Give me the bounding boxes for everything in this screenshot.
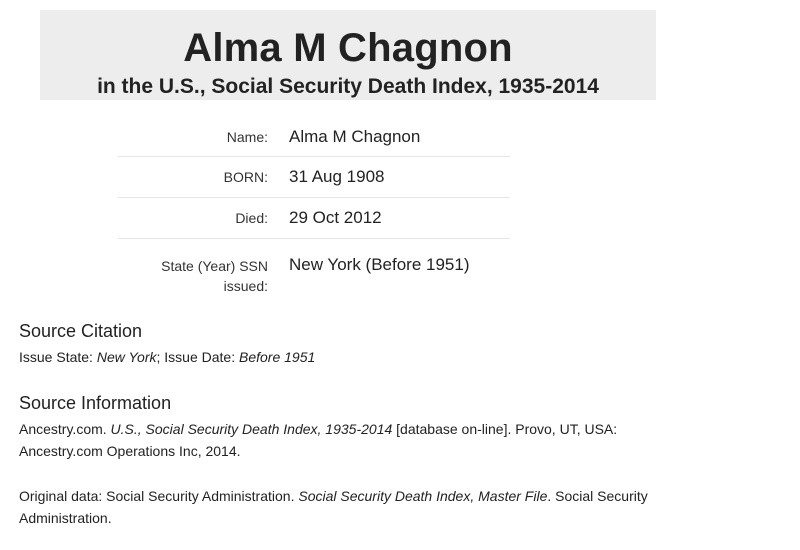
issue-state-value: New York	[96, 349, 157, 365]
issue-state-label: Issue State:	[19, 349, 97, 365]
fact-label-ssn-line2: issued:	[223, 278, 268, 294]
source-info-database-title: U.S., Social Security Death Index, 1935-2014	[110, 421, 393, 437]
source-citation-section	[19, 320, 789, 368]
original-data-file-title: Social Security Death Index, Master File	[298, 488, 548, 504]
fact-label-ssn-line1: State (Year) SSN	[161, 258, 268, 274]
fact-label-died: Died:	[118, 198, 289, 239]
source-citation-heading: Source Citation	[19, 321, 143, 341]
original-data-agency-end: Administration.	[19, 510, 112, 526]
record-title: Alma M Chagnon	[183, 26, 513, 70]
source-info-location: [database on-line]. Provo, UT, USA:	[392, 421, 618, 437]
source-info-operations: Ancestry.com Operations Inc, 2014.	[19, 443, 241, 459]
issue-date-label: ; Issue Date:	[156, 349, 239, 365]
source-info-publisher: Ancestry.com.	[19, 421, 111, 437]
fact-row-died	[118, 198, 510, 239]
fact-label-name: Name:	[118, 117, 289, 157]
fact-label-born: BORN:	[118, 157, 289, 198]
original-data-source: Original data: Social Security Administration.	[19, 488, 299, 504]
source-information-section	[19, 392, 789, 462]
source-information-text	[19, 418, 789, 462]
fact-value-born: 31 Aug 1908	[289, 157, 510, 198]
record-header	[40, 10, 656, 100]
source-citation-text	[19, 346, 789, 368]
facts-table	[118, 117, 510, 313]
source-information-heading: Source Information	[19, 393, 172, 413]
record-subtitle: in the U.S., Social Security Death Index, 1935-2014	[97, 75, 599, 98]
original-data-agency: . Social Security	[547, 488, 648, 504]
fact-value-name: Alma M Chagnon	[289, 117, 510, 157]
issue-date-value: Before 1951	[238, 349, 316, 365]
original-data-text	[19, 485, 789, 529]
fact-row-name	[118, 117, 510, 157]
original-data-section	[19, 485, 789, 529]
fact-label-ssn-issued	[118, 239, 289, 314]
fact-value-died: 29 Oct 2012	[289, 198, 510, 239]
fact-row-born	[118, 157, 510, 198]
fact-value-ssn-issued: New York (Before 1951)	[289, 255, 470, 274]
fact-row-ssn-issued	[118, 239, 510, 314]
